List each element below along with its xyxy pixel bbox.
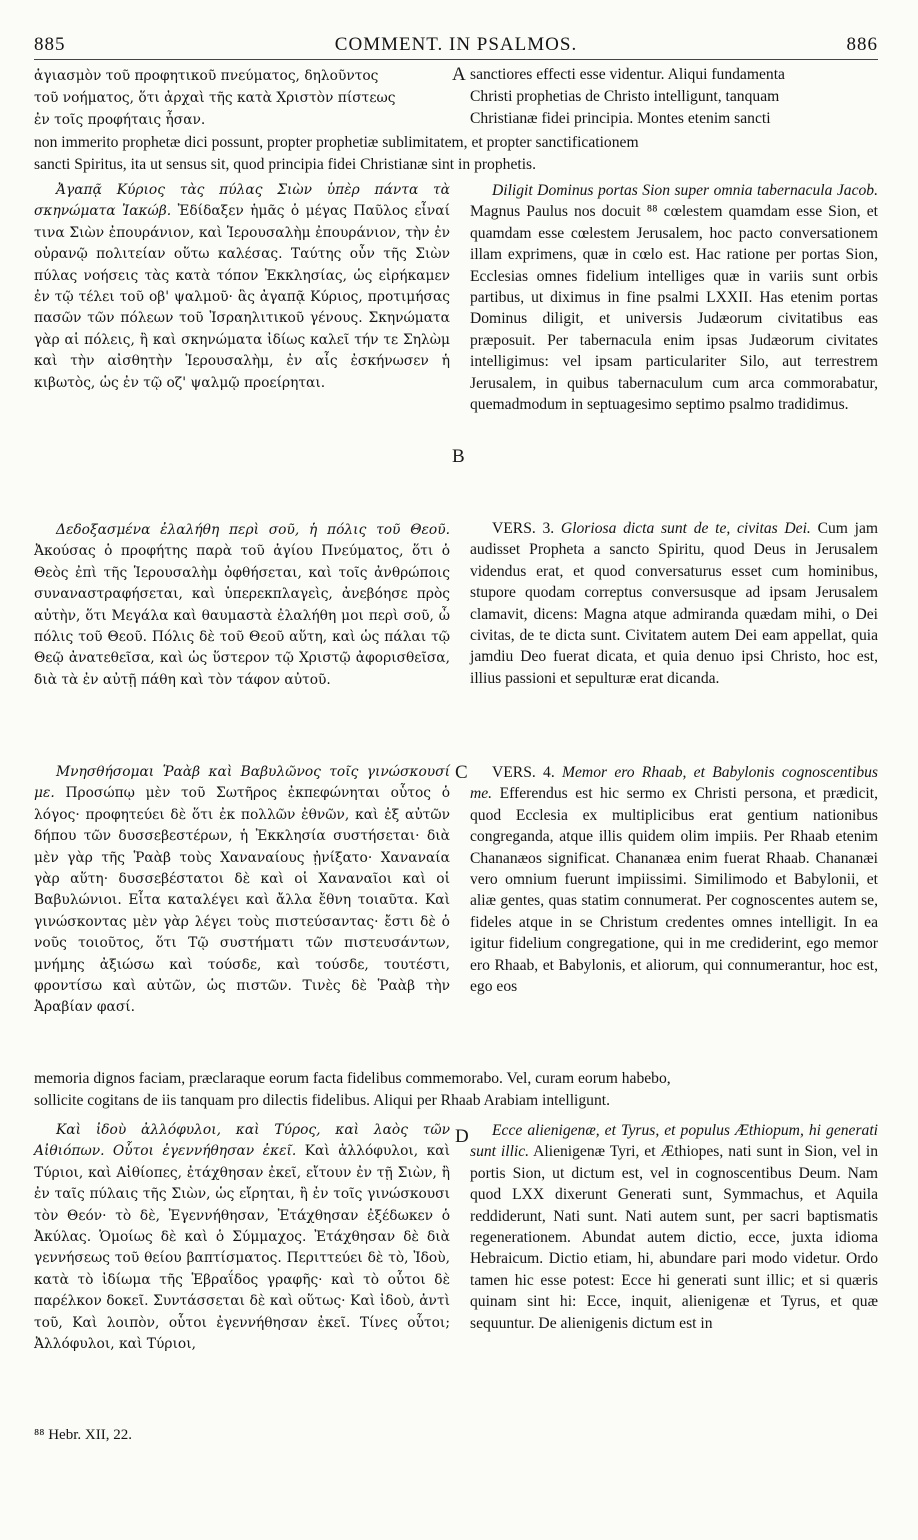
latin-text: Magnus Paulus nos docuit ⁸⁸ cœlestem quamdam esse Sion, et quamdam esse cœlestem Jerusalem, hoc pacto conversationem illam exprimens, quæ in cœlo est. Hac ratione per portas Sion, Ecclesias omnes fidelium intelliges quæ in variis sunt orbis partibus, ut diximus in fine psalmi LXXII. Has etenim portas Dominus diligit, et universis Judæorum civitatibus eas præposuit. Per tabernacula enim ipsas Judæorum civitates intelligimus: vel ipsam particulariter Silo, aut terrestrem Jerusalem, in quibus tabernaculum cum arca commorabatur, quemadmodum in septuagesimo septimo psalmo tradidimus. bbox=[470, 203, 878, 414]
page-number-right: 886 bbox=[846, 34, 878, 55]
latin-commentary-memor bbox=[470, 762, 878, 1064]
section-marker-b: B bbox=[452, 446, 465, 467]
latin-commentary-diligit bbox=[470, 180, 878, 510]
latin-lemma: Ecce alienigenæ, et Tyrus, et populus Æthiopum, hi generati sunt illic. bbox=[470, 1122, 878, 1161]
greek-line: ἐν τοῖς προφήταις ἦσαν. bbox=[34, 112, 206, 128]
greek-line: τοῦ νοήματος, ὅτι ἀρχαὶ τῆς κατὰ Χριστὸν πίστεως bbox=[34, 90, 396, 106]
section-marker-d: D bbox=[455, 1126, 469, 1147]
greek-lemma: Μνησθήσομαι Ῥαὰβ καὶ Βαβυλῶνος τοῖς γινώσκουσί με. bbox=[34, 764, 450, 802]
latin-commentary-gloriosa bbox=[470, 518, 878, 750]
running-title: COMMENT. IN PSALMOS. bbox=[334, 34, 578, 55]
page-number-left: 885 bbox=[34, 34, 66, 55]
running-head bbox=[34, 34, 878, 58]
greek-commentary-diligit bbox=[34, 180, 450, 470]
latin-lemma: Diligit Dominus portas Sion super omnia tabernacula Jacob. bbox=[492, 182, 878, 199]
section-marker-c: C bbox=[455, 762, 468, 783]
greek-text: Ἐδίδαξεν ἡμᾶς ὁ μέγας Παῦλος εἶναί τινα Σιὼν ἐπουράνιον, καὶ Ἱερουσαλὴμ ἐπουράνιον, τὴν ἐν οὐρανῷ πολιτείαν οὕτω καλέσας. Ταύτης οὖν τῆς Σιὼν πύλας νοήσεις τὰς κατὰ τόπον Ἐκκλησίας, ὡς εἰρήκαμεν ἐν τῷ τέλει τοῦ οβ' ψαλμοῦ· ἃς ἀγαπᾷ Κύριος, προτιμήσας πασῶν τῶν πόλεων τοῦ Ἰσραηλιτικοῦ γένους. Σκηνώματα γὰρ αἱ πόλεις, ἢ καὶ σκηνώματα ἰδίως καλεῖ τήν τε Σηλὼμ καὶ τὴν αἰσθητὴν Ἱερουσαλὴμ, ἐν αἷς ἐσκήνωσεν ἡ κιβωτὸς, ὡς ἐν τῷ οζ' ψαλμῷ προείρηται. bbox=[34, 203, 450, 391]
latin-intro-block bbox=[470, 64, 878, 130]
latin-line: sollicite cogitans de iis tanquam pro dilectis fidelibus. Aliqui per Rhaab Arabiam intelligunt. bbox=[34, 1092, 610, 1109]
greek-text: Ἀκούσας ὁ προφήτης παρὰ τοῦ ἁγίου Πνεύματος, ὅτι ὁ Θεὸς ἐπὶ τῆς Ἱερουσαλὴμ ὀφθήσεται, καὶ τοῖς ἀνθρώποις συναναστραφήσεται, καὶ ὑπερεκπλαγεὶς, ἀνεβόησε πρὸς αὐτὴν, ὅτι Μεγάλα καὶ θαυμαστὰ ἐλαλήθη μοι περὶ σοῦ, ὦ πόλις τοῦ Θεοῦ. Πόλις δὲ τοῦ Θεοῦ αὕτη, καὶ ὡς πάλαι τῷ Θεῷ ἀνατεθεῖσα, καὶ ὡς ὕστερον τῷ Χριστῷ ἀφορισθεῖσα, διὰ τὰ ἐν αὐτῇ πάθη καὶ τὸν τάφον αὐτοῦ. bbox=[34, 543, 450, 688]
latin-text: Cum jam audisset Propheta a sancto Spiritu, quod Deus in Jerusalem videndus erat, et quod conversaturus esset cum hominibus, stupore quodam correptus conversusque ad ipsam Jerusalem clamavit, dicens: Magna atque admiranda quædam mihi, o Dei civitas, de te dicta sunt. Civitatem autem Dei eam appellat, quia jamdiu Deo fuerat dicata, et quia denuo ipsi Christo, hoc est, illius passioni et sepulturæ erat dicanda. bbox=[470, 520, 878, 687]
footnote: ⁸⁸ Hebr. XII, 22. bbox=[34, 1427, 132, 1443]
verse-label: VERS. 3. bbox=[492, 520, 555, 537]
verse-label: VERS. 4. bbox=[492, 764, 555, 781]
greek-commentary-ecce bbox=[34, 1120, 450, 1410]
greek-commentary-memor bbox=[34, 762, 450, 1062]
greek-commentary-gloriosa bbox=[34, 520, 450, 740]
latin-full-width-intro bbox=[34, 132, 878, 176]
latin-line: Christi prophetias de Christo intelligunt, tanquam bbox=[470, 88, 780, 105]
greek-lemma: Δεδοξασμένα ἐλαλήθη περὶ σοῦ, ἡ πόλις τοῦ Θεοῦ. bbox=[56, 522, 450, 538]
greek-text: Προσώπῳ μὲν τοῦ Σωτῆρος ἐκπεφώνηται οὗτος ὁ λόγος· προφητεύει δὲ ὅτι ἐκ πολλῶν ἐθνῶν, καὶ ἐξ αὐτῶν δήπου τῶν δυσσεβεστέρων, ἡ Ἐκκλησία συστήσεται· διὰ μὲν γὰρ τῆς Ῥαὰβ τοὺς Χαναναίους ᾐνίξατο· Χαναναία γὰρ αὕτη· δυσσεβέστατοι δὲ καὶ οἱ Χαναναῖοι καὶ οἱ Βαβυλώνιοι. Εἶτα καταλέγει καὶ ἄλλα ἔθνη τοιαῦτα. Καὶ γινώσκοντας μὲν γὰρ λέγει τοὺς πιστεύσαντας· ἔστι δὲ ὁ νοῦς τοιοῦτος, ὅτι Τῷ συστήματι τῶν πιστευσάντων, μνήμης ἀξιώσω καὶ τούσδε, καὶ τούσδε, τουτέστι, φροντίσω καὶ αὐτῶν, ὡς πιστῶν. Τινὲς δὲ Ῥαὰβ τὴν Ἀραβίαν φασί. bbox=[34, 785, 451, 1016]
greek-line: ἁγιασμὸν τοῦ προφητικοῦ πνεύματος, δηλοῦντος bbox=[34, 68, 379, 84]
latin-line: memoria dignos faciam, præclaraque eorum facta fidelibus commemorabo. Vel, curam eorum habebo, bbox=[34, 1070, 671, 1087]
latin-lemma: Gloriosa dicta sunt de te, civitas Dei. bbox=[560, 520, 811, 537]
latin-line: sancti Spiritus, ita ut sensus sit, quod principia fidei Christianæ sint in prophetis. bbox=[34, 156, 536, 173]
latin-text: Alienigenæ Tyri, et Æthiopes, nati sunt in Sion, vel in portis Sion, ut dictum est, vel in cognoscentibus Deum. Nam quod LXX dixerunt Generati sunt, Symmachus, et Aquila reddiderunt, Nati sunt. Nati autem sunt, per sacri baptismatis regenerationem. Abundat autem dictio, ecce, juxta idioma Hebraicum. Dictio etiam, hi, abundare pari modo videtur. Ordo tamen hic esse potest: Ecce hi generati sunt illic; et si quæris quinam sint hi: Ecce, inquit, alienigenæ et Tyrus, et quæ sequuntur. De alienigenis dictum est in bbox=[470, 1143, 878, 1332]
latin-lemma: Memor ero Rhaab, et Babylonis cognoscentibus me. bbox=[470, 764, 878, 803]
greek-lemma: Καὶ ἰδοὺ ἀλλόφυλοι, καὶ Τύρος, καὶ λαὸς τῶν Αἰθιόπων. Οὗτοι ἐγεννήθησαν ἐκεῖ. bbox=[34, 1122, 450, 1160]
latin-line: non immerito prophetæ dici possunt, propter prophetiæ sublimitatem, et propter sanctificationem bbox=[34, 134, 639, 151]
greek-text: Καὶ ἀλλόφυλοι, καὶ Τύριοι, καὶ Αἰθίοπες, ἐτάχθησαν ἐκεῖ, εἴτουν ἐν τῇ Σιὼν, ἢ ἐν ταῖς πύλαις τῆς Σιὼν, ὡς εἴρηται, ἢ ἐν τοῖς γινώσκουσι τὸν Θεόν· τὸ δὲ, Ἐγεννήθησαν, Ἐτάχθησαν ἐξέδωκεν ὁ Ἀκύλας. Ὁμοίως δὲ καὶ ὁ Σύμμαχος. Ἐτάχθησαν δὲ διὰ γεννήσεως τοῦ θείου βαπτίσματος. Περιττεύει δὲ τὸ, Ἰδοὺ, κατὰ τὸ ἰδίωμα τῆς Ἑβραΐδος γραφῆς· καὶ τὸ οὗτοι δὲ παρέλκον δοκεῖ. Συντάσσεται δὲ καὶ οὕτως· Καὶ ἰδοὺ, ἀντὶ τοῦ, Καὶ λοιπὸν, οὗτοι ἐγεννήθησαν ἐκεῖ. Τίνες οὗτοι; Ἀλλόφυλοι, καὶ Τύριοι, bbox=[34, 1143, 450, 1353]
greek-intro-block bbox=[34, 66, 450, 132]
section-marker-a: A bbox=[452, 64, 466, 85]
header-rule bbox=[34, 59, 878, 60]
latin-line: sanctiores effecti esse videntur. Aliqui fundamenta bbox=[470, 66, 785, 83]
latin-full-width-memor bbox=[34, 1068, 878, 1112]
latin-text: Efferendus est hic sermo ex Christi persona, et prædicit, quod Ecclesia ex multiplicibus erat gentium nationibus congreganda, atque illis quidem olim impiis. Per Rhaab etenim Chananæos significat. Chananæa enim fuerat Rhaab. Chananæi vero omnium fuerunt impiissimi. Similimodo et Babylonii, et aliæ gentes, quas statim connumerat. Per cognoscentes autem se, fideles atque in se Christum credentes omnes intelligit. In ea igitur fidelium congregatione, qui in me crediderint, ego memor ero Rhaab, et Babylonis, et aliorum, qui connumerantur, hoc est, ego eos bbox=[470, 785, 878, 996]
greek-lemma: Ἀγαπᾷ Κύριος τὰς πύλας Σιὼν ὑπὲρ πάντα τὰ σκηνώματα Ἰακώβ. bbox=[34, 182, 450, 220]
latin-line: Christianæ fidei principia. Montes etenim sancti bbox=[470, 110, 771, 127]
latin-commentary-ecce bbox=[470, 1120, 878, 1410]
